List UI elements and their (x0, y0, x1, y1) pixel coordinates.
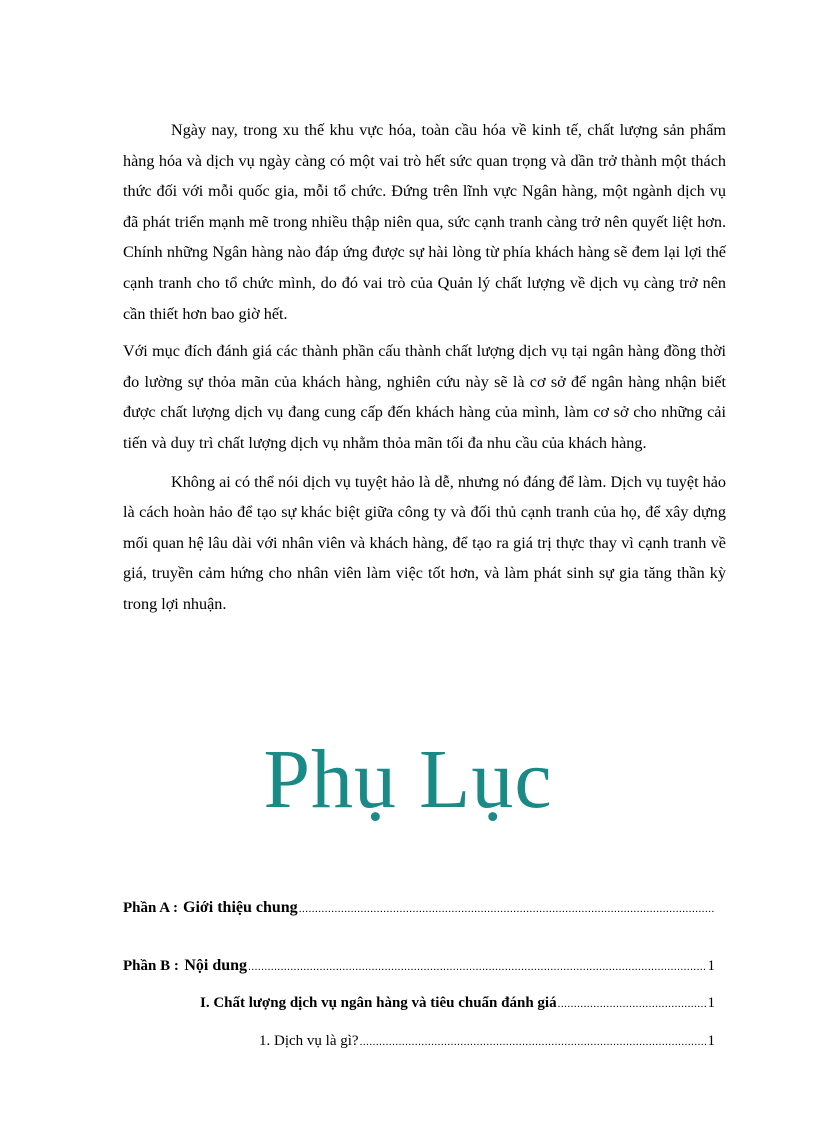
toc-part-label: Phần A : (123, 900, 179, 916)
paragraph-purpose: Với mục đích đánh giá các thành phần cấu thành chất lượng dịch vụ tại ngân hàng đồng thời đo lường sự thỏa mãn của khách hàng, nghiên cứu này sẽ là cơ sở để ngân hàng nhận biết được chất lượng dịch vụ đang cung cấp đến khách hàng của mình, làm cơ sở cho những cải tiến và duy trì chất lượng dịch vụ nhằm thỏa mãn tối đa nhu cầu của khách hàng. (123, 342, 726, 452)
toc-entry-part-a (123, 898, 715, 919)
toc-page-number: 1 (707, 958, 715, 974)
toc-leader (299, 899, 714, 919)
toc-leader (248, 957, 706, 977)
toc-leader (558, 994, 707, 1014)
toc-heading: Nội dung (184, 957, 248, 974)
toc-heading: Giới thiệu chung (183, 899, 298, 916)
toc-section-label: I. Chất lượng dịch vụ ngân hàng và tiêu chuẩn đánh giá (200, 995, 557, 1011)
page-title: Phụ Lục (263, 733, 553, 826)
toc-page-number: 1 (707, 995, 715, 1011)
toc-entry-item-1 (259, 1031, 715, 1052)
paragraph-excellent-service: Không ai có thể nói dịch vụ tuyệt hảo là dễ, nhưng nó đáng để làm. Dịch vụ tuyệt hảo là cách hoàn hảo để tạo sự khác biệt giữa công ty và đối thủ cạnh tranh của họ, để xây dựng mối quan hệ lâu dài với nhân viên và khách hàng, để tạo ra giá trị thực thay vì cạnh tranh về giá, truyền cảm hứng cho nhân viên làm việc tốt hơn, và làm phát sinh sự gia tăng thần kỳ trong lợi nhuận. (123, 472, 726, 613)
toc-leader (360, 1032, 707, 1052)
paragraph-intro: Ngày nay, trong xu thế khu vực hóa, toàn cầu hóa về kinh tế, chất lượng sản phẩm hàng hóa và dịch vụ ngày càng có một vai trò hết sức quan trọng và dần trở thành một thách thức đối với mỗi quốc gia, mỗi tổ chức. Đứng trên lĩnh vực Ngân hàng, một ngành dịch vụ đã phát triển mạnh mẽ trong nhiều thập niên qua, sức cạnh tranh càng trở nên quyết liệt hơn. Chính những Ngân hàng nào đáp ứng được sự hài lòng từ phía khách hàng sẽ đem lại lợi thế cạnh tranh cho tổ chức mình, do đó vai trò của Quản lý chất lượng về dịch vụ càng trở nên cần thiết hơn bao giờ hết. (123, 121, 726, 323)
toc-entry-section-1 (200, 993, 715, 1014)
toc-page-number: 1 (707, 1033, 715, 1049)
toc-item-label: 1. Dịch vụ là gì? (259, 1033, 359, 1049)
toc-part-label: Phần B : (123, 958, 179, 974)
toc-entry-part-b (123, 956, 715, 977)
